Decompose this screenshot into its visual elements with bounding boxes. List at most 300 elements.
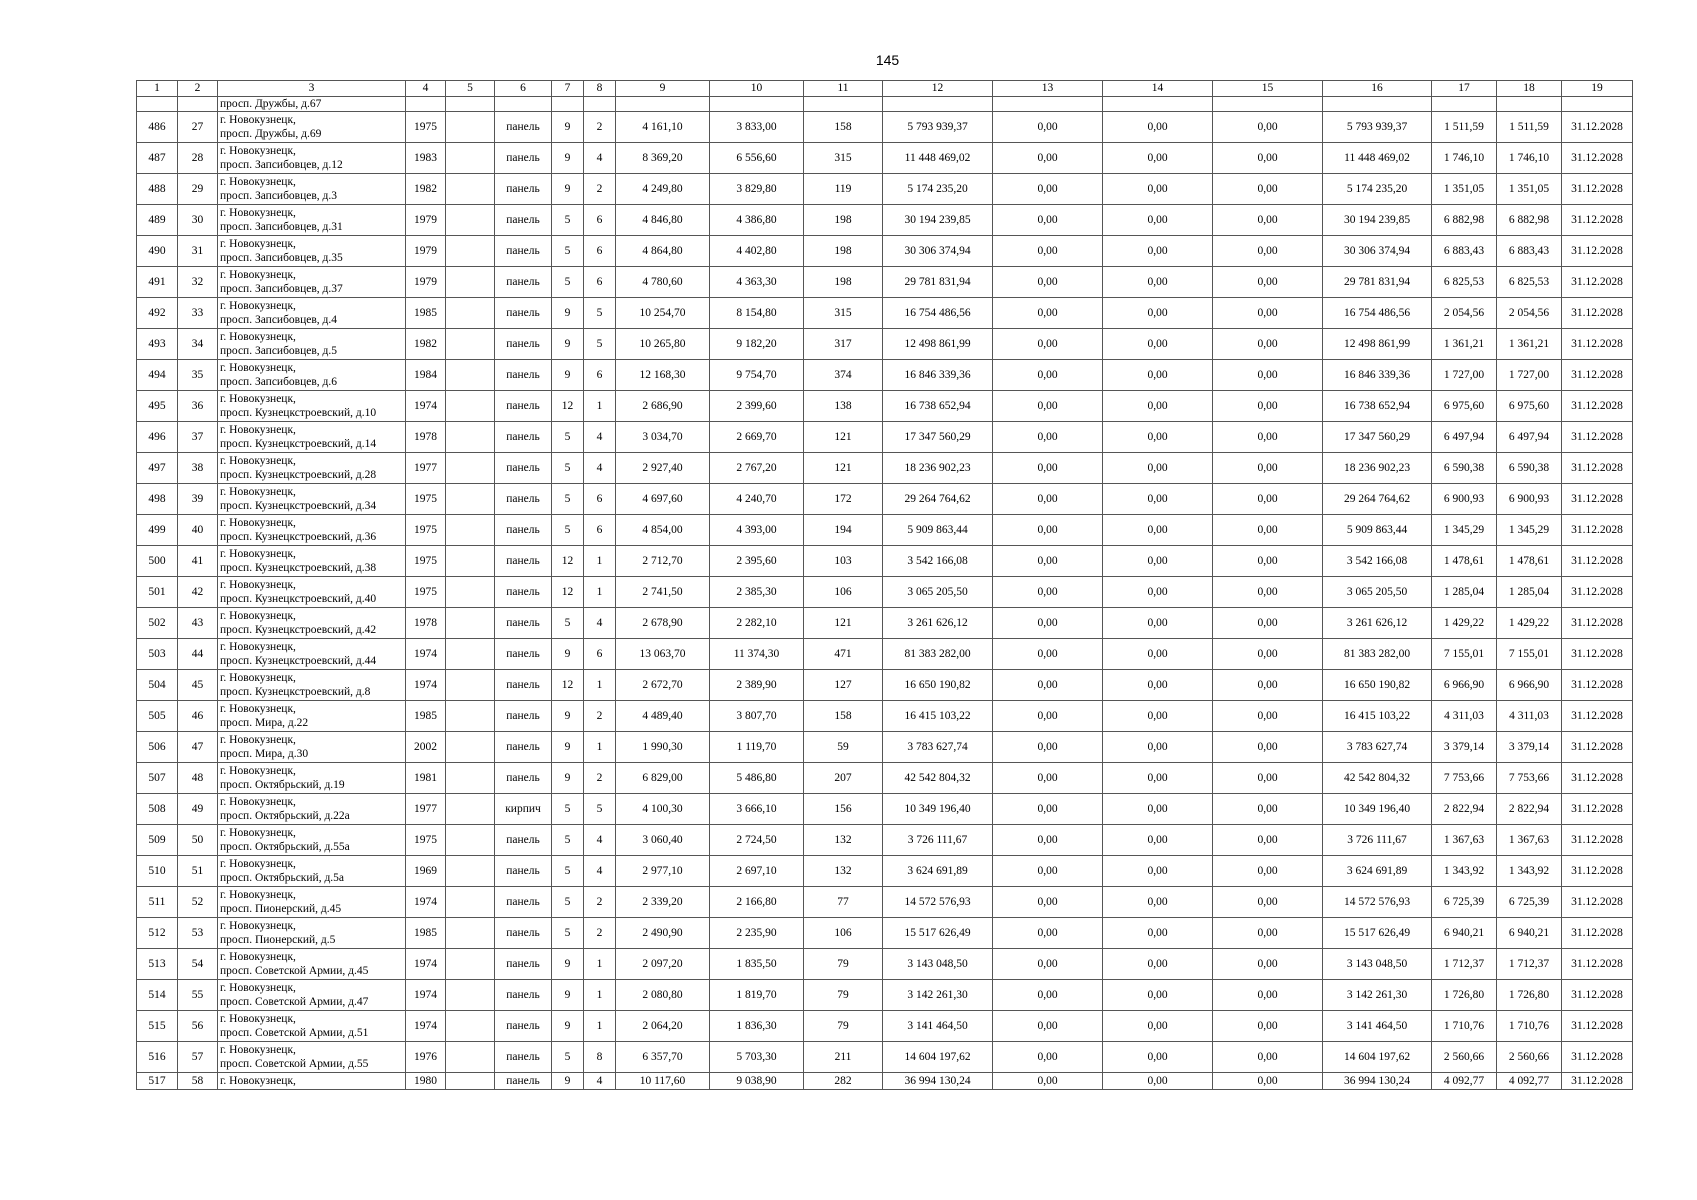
address-city: г. Новокузнецк, (220, 734, 296, 746)
cell-col-14: 0,00 (1103, 174, 1213, 205)
cell-col-6: панель (495, 360, 552, 391)
column-header-13: 13 (993, 81, 1103, 97)
cell-col-17: 1 478,61 (1432, 546, 1497, 577)
cell-col-11: 77 (804, 887, 883, 918)
address-street: просп. Запсибовцев, д.12 (220, 159, 343, 171)
cell-col-9: 2 977,10 (616, 856, 710, 887)
cell-col-9: 3 034,70 (616, 422, 710, 453)
address-city: г. Новокузнецк, (220, 951, 296, 963)
cell-col-19: 31.12.2028 (1562, 949, 1633, 980)
address-city: г. Новокузнецк, (220, 517, 296, 529)
cell-col-4: 1978 (406, 608, 446, 639)
cell-col-17: 6 883,43 (1432, 236, 1497, 267)
cell-col-11: 121 (804, 422, 883, 453)
cell-col-12: 16 415 103,22 (883, 701, 993, 732)
row-number: 517 (137, 1073, 178, 1090)
cell-col-18: 1 511,59 (1497, 112, 1562, 143)
cell-col-13: 0,00 (993, 546, 1103, 577)
cell-col-10: 2 385,30 (710, 577, 804, 608)
row-local-number: 34 (178, 329, 218, 360)
cell-col-13: 0,00 (993, 608, 1103, 639)
cell-col-8: 6 (584, 515, 616, 546)
address-cell (218, 298, 406, 329)
cell-col-7: 9 (552, 732, 584, 763)
cell-col-16: 14 572 576,93 (1323, 887, 1432, 918)
table-row (137, 949, 1633, 980)
address-city: г. Новокузнецк, (220, 486, 296, 498)
cell-col-4: 1975 (406, 577, 446, 608)
cell-col-14: 0,00 (1103, 1073, 1213, 1090)
address-street: просп. Советской Армии, д.47 (220, 996, 369, 1008)
row-number: 516 (137, 1042, 178, 1073)
cell-col-5 (446, 391, 495, 422)
cell-col-5 (446, 918, 495, 949)
row-local-number: 54 (178, 949, 218, 980)
cell-col-4: 1969 (406, 856, 446, 887)
cell-col-5 (446, 484, 495, 515)
address-street: просп. Дружбы, д.69 (220, 128, 322, 140)
cell-col-7: 9 (552, 763, 584, 794)
row-local-number: 42 (178, 577, 218, 608)
cell-col-13: 0,00 (993, 1011, 1103, 1042)
row-local-number: 35 (178, 360, 218, 391)
cell-col-4: 1978 (406, 422, 446, 453)
cell-col-10: 11 374,30 (710, 639, 804, 670)
cell-col-6: панель (495, 236, 552, 267)
address-city: г. Новокузнецк, (220, 672, 296, 684)
cell-col-4: 1981 (406, 763, 446, 794)
cell-col-7: 12 (552, 577, 584, 608)
cell-col-14: 0,00 (1103, 453, 1213, 484)
cell-col-14: 0,00 (1103, 1011, 1213, 1042)
cell-col-16: 10 349 196,40 (1323, 794, 1432, 825)
cell-col-12: 42 542 804,32 (883, 763, 993, 794)
row-local-number: 39 (178, 484, 218, 515)
cell-col-5 (446, 515, 495, 546)
address-street: просп. Советской Армии, д.55 (220, 1058, 369, 1070)
row-local-number: 44 (178, 639, 218, 670)
cell-col-10: 8 154,80 (710, 298, 804, 329)
cell-col-5 (446, 1073, 495, 1090)
cell-col-13: 0,00 (993, 453, 1103, 484)
cell-col-15: 0,00 (1213, 1011, 1323, 1042)
row-local-number: 32 (178, 267, 218, 298)
cell-col-11: 79 (804, 949, 883, 980)
address-city: г. Новокузнецк, (220, 207, 296, 219)
cell-col-5 (446, 887, 495, 918)
column-header-14: 14 (1103, 81, 1213, 97)
cell-col-11: 158 (804, 112, 883, 143)
column-header-4: 4 (406, 81, 446, 97)
cell-col-9: 2 927,40 (616, 453, 710, 484)
address-city: г. Новокузнецк, (220, 796, 296, 808)
address-street: просп. Кузнецкстроевский, д.8 (220, 686, 371, 698)
cell-col-4: 1974 (406, 887, 446, 918)
cell-col-17: 4 092,77 (1432, 1073, 1497, 1090)
cell-col-5 (446, 608, 495, 639)
table-row (137, 329, 1633, 360)
cell-col-12: 10 349 196,40 (883, 794, 993, 825)
cell-col-15: 0,00 (1213, 453, 1323, 484)
cell-col-17: 6 882,98 (1432, 205, 1497, 236)
table-row (137, 856, 1633, 887)
cell-col-8: 6 (584, 236, 616, 267)
cell-col-18: 1 726,80 (1497, 980, 1562, 1011)
cell-col-18: 1 367,63 (1497, 825, 1562, 856)
cell-col-4: 1977 (406, 453, 446, 484)
cell-col-4: 1984 (406, 360, 446, 391)
address-cell (218, 701, 406, 732)
cell-col-15: 0,00 (1213, 267, 1323, 298)
row-number: 489 (137, 205, 178, 236)
cell-col-13: 0,00 (993, 763, 1103, 794)
cell-col-15: 0,00 (1213, 143, 1323, 174)
cell-col-13: 0,00 (993, 949, 1103, 980)
cell-col-5 (446, 360, 495, 391)
cell-col-15: 0,00 (1213, 1073, 1323, 1090)
cell-col-16: 30 306 374,94 (1323, 236, 1432, 267)
cell-col-19: 31.12.2028 (1562, 608, 1633, 639)
address-city: г. Новокузнецк, (220, 1013, 296, 1025)
cell-col-19: 31.12.2028 (1562, 918, 1633, 949)
cell-col-11: 121 (804, 608, 883, 639)
table-row (137, 732, 1633, 763)
cell-col-15: 0,00 (1213, 763, 1323, 794)
address-street: просп. Пионерский, д.45 (220, 903, 342, 915)
cell-col-12: 3 141 464,50 (883, 1011, 993, 1042)
cell-col-19: 31.12.2028 (1562, 174, 1633, 205)
cell-col-5 (446, 856, 495, 887)
column-header-6: 6 (495, 81, 552, 97)
row-local-number: 48 (178, 763, 218, 794)
cell-col-11: 158 (804, 701, 883, 732)
cell-col-7: 12 (552, 546, 584, 577)
cell-col-18: 1 345,29 (1497, 515, 1562, 546)
cell-col-9: 6 829,00 (616, 763, 710, 794)
cell-col-16: 5 793 939,37 (1323, 112, 1432, 143)
address-city: г. Новокузнецк, (220, 269, 296, 281)
cell-col-19: 31.12.2028 (1562, 422, 1633, 453)
row-local-number: 36 (178, 391, 218, 422)
row-number: 514 (137, 980, 178, 1011)
cell-col-19: 31.12.2028 (1562, 794, 1633, 825)
cell-col-15: 0,00 (1213, 794, 1323, 825)
row-local-number: 30 (178, 205, 218, 236)
cell-col-8: 4 (584, 1073, 616, 1090)
cell-col-17: 1 343,92 (1432, 856, 1497, 887)
cell-col-5 (446, 112, 495, 143)
cell-col-4: 1974 (406, 980, 446, 1011)
cell-col-16: 15 517 626,49 (1323, 918, 1432, 949)
cell-col-4: 1974 (406, 639, 446, 670)
address-street: просп. Кузнецкстроевский, д.42 (220, 624, 377, 636)
row-local-number: 29 (178, 174, 218, 205)
cell-col-19: 31.12.2028 (1562, 546, 1633, 577)
row-number: 509 (137, 825, 178, 856)
cell-col-14: 0,00 (1103, 267, 1213, 298)
cell-col-14: 0,00 (1103, 577, 1213, 608)
address-street: просп. Запсибовцев, д.5 (220, 345, 338, 357)
cell-col-13: 0,00 (993, 422, 1103, 453)
cell-col-7: 5 (552, 794, 584, 825)
address-city: г. Новокузнецк, (220, 827, 296, 839)
address-street: просп. Кузнецкстроевский, д.40 (220, 593, 377, 605)
cell-col-6: панель (495, 546, 552, 577)
row-local-number: 41 (178, 546, 218, 577)
cell-col-4: 2002 (406, 732, 446, 763)
column-header-3: 3 (218, 81, 406, 97)
cell-col-15: 0,00 (1213, 236, 1323, 267)
cell-col-15: 0,00 (1213, 670, 1323, 701)
cell-col-17: 6 975,60 (1432, 391, 1497, 422)
cell-col-6: панель (495, 1042, 552, 1073)
cell-col-16: 5 909 863,44 (1323, 515, 1432, 546)
cell-col-11: 194 (804, 515, 883, 546)
address-cell (218, 422, 406, 453)
cell-col-15: 0,00 (1213, 825, 1323, 856)
address-city: г. Новокузнецк, (220, 610, 296, 622)
row-number: 515 (137, 1011, 178, 1042)
cell-col-7: 9 (552, 701, 584, 732)
cell-col-9: 4 864,80 (616, 236, 710, 267)
address-street: просп. Октябрьский, д.22а (220, 810, 350, 822)
cell-col-19: 31.12.2028 (1562, 453, 1633, 484)
cell-col-10: 1 836,30 (710, 1011, 804, 1042)
row-number: 501 (137, 577, 178, 608)
address-cell (218, 980, 406, 1011)
cell-col-8: 6 (584, 639, 616, 670)
cell-col-15: 0,00 (1213, 484, 1323, 515)
cell-col-12: 15 517 626,49 (883, 918, 993, 949)
cell-col-11: 138 (804, 391, 883, 422)
address-city: г. Новокузнецк, (220, 1044, 296, 1056)
column-header-7: 7 (552, 81, 584, 97)
cell-col-5 (446, 267, 495, 298)
cell-col-17: 1 746,10 (1432, 143, 1497, 174)
cell-col-12: 30 306 374,94 (883, 236, 993, 267)
cell-col-16: 18 236 902,23 (1323, 453, 1432, 484)
cell-col-16: 36 994 130,24 (1323, 1073, 1432, 1090)
cell-col-7: 5 (552, 453, 584, 484)
cell-col-19: 31.12.2028 (1562, 732, 1633, 763)
cell-col-6: панель (495, 267, 552, 298)
table-row (137, 701, 1633, 732)
cell-col-4: 1983 (406, 143, 446, 174)
cell-col-6: панель (495, 1073, 552, 1090)
row-local-number: 37 (178, 422, 218, 453)
cell-col-10: 9 038,90 (710, 1073, 804, 1090)
address-city: г. Новокузнецк, (220, 331, 296, 343)
cell-col-12: 3 143 048,50 (883, 949, 993, 980)
cell-col-16: 3 726 111,67 (1323, 825, 1432, 856)
cell-col-19: 31.12.2028 (1562, 236, 1633, 267)
cell-col-7: 5 (552, 205, 584, 236)
row-number: 504 (137, 670, 178, 701)
cell-col-18: 6 590,38 (1497, 453, 1562, 484)
cell-col-17: 1 351,05 (1432, 174, 1497, 205)
address-cell (218, 546, 406, 577)
cell-col-16: 17 347 560,29 (1323, 422, 1432, 453)
cell-col-14: 0,00 (1103, 205, 1213, 236)
row-local-number: 27 (178, 112, 218, 143)
address-street: просп. Октябрьский, д.5а (220, 872, 345, 884)
cell-col-10: 4 363,30 (710, 267, 804, 298)
cell-col-9: 6 357,70 (616, 1042, 710, 1073)
cell-col-13: 0,00 (993, 205, 1103, 236)
cell-col-12: 16 650 190,82 (883, 670, 993, 701)
cell-col-4: 1985 (406, 701, 446, 732)
column-header-12: 12 (883, 81, 993, 97)
cell-col-14: 0,00 (1103, 856, 1213, 887)
cell-col-15: 0,00 (1213, 329, 1323, 360)
address-city: г. Новокузнецк, (220, 393, 296, 405)
cell-col-8: 1 (584, 949, 616, 980)
cell-col-4: 1982 (406, 174, 446, 205)
address-cell (218, 1042, 406, 1073)
row-number: 490 (137, 236, 178, 267)
column-header-9: 9 (616, 81, 710, 97)
cell-col-19: 31.12.2028 (1562, 515, 1633, 546)
cell-col-5 (446, 298, 495, 329)
address-city: г. Новокузнецк, (220, 455, 296, 467)
continuation-row (137, 97, 1633, 112)
row-number: 502 (137, 608, 178, 639)
cell-col-16: 3 542 166,08 (1323, 546, 1432, 577)
cell-col-18: 2 822,94 (1497, 794, 1562, 825)
cell-col-17: 1 367,63 (1432, 825, 1497, 856)
row-number: 488 (137, 174, 178, 205)
cell-col-5 (446, 732, 495, 763)
cell-col-12: 12 498 861,99 (883, 329, 993, 360)
table-row (137, 608, 1633, 639)
address-cell (218, 391, 406, 422)
cell-col-5 (446, 453, 495, 484)
table-row (137, 453, 1633, 484)
cell-col-13: 0,00 (993, 267, 1103, 298)
cell-col-18: 4 092,77 (1497, 1073, 1562, 1090)
row-number: 496 (137, 422, 178, 453)
row-number: 513 (137, 949, 178, 980)
address-city: г. Новокузнецк, (220, 300, 296, 312)
cell-col-4: 1975 (406, 546, 446, 577)
cell-col-12: 5 909 863,44 (883, 515, 993, 546)
cell-col-18: 1 712,37 (1497, 949, 1562, 980)
cell-col-17: 7 155,01 (1432, 639, 1497, 670)
table-row (137, 298, 1633, 329)
cell-col-14: 0,00 (1103, 825, 1213, 856)
cell-col-4: 1979 (406, 205, 446, 236)
cell-col-4: 1975 (406, 484, 446, 515)
cell-col-12: 81 383 282,00 (883, 639, 993, 670)
cell-col-9: 4 100,30 (616, 794, 710, 825)
cell-col-17: 3 379,14 (1432, 732, 1497, 763)
cell-col-17: 4 311,03 (1432, 701, 1497, 732)
cell-col-7: 5 (552, 608, 584, 639)
column-header-1: 1 (137, 81, 178, 97)
cell-col-4: 1974 (406, 949, 446, 980)
address-street: просп. Октябрьский, д.55а (220, 841, 350, 853)
cell-col-5 (446, 639, 495, 670)
cell-col-15: 0,00 (1213, 639, 1323, 670)
cell-col-9: 13 063,70 (616, 639, 710, 670)
row-number: 498 (137, 484, 178, 515)
row-local-number: 50 (178, 825, 218, 856)
address-street: просп. Кузнецкстроевский, д.36 (220, 531, 377, 543)
cell-col-9: 4 161,10 (616, 112, 710, 143)
row-local-number: 53 (178, 918, 218, 949)
cell-col-17: 2 560,66 (1432, 1042, 1497, 1073)
cell-col-10: 2 697,10 (710, 856, 804, 887)
cell-col-7: 5 (552, 267, 584, 298)
cell-col-19: 31.12.2028 (1562, 825, 1633, 856)
cell-col-5 (446, 701, 495, 732)
cell-col-14: 0,00 (1103, 794, 1213, 825)
cell-col-6: панель (495, 484, 552, 515)
cell-col-17: 1 361,21 (1432, 329, 1497, 360)
cell-col-10: 2 395,60 (710, 546, 804, 577)
cell-col-11: 106 (804, 577, 883, 608)
row-number: 494 (137, 360, 178, 391)
cell-col-4: 1975 (406, 515, 446, 546)
address-cell (218, 949, 406, 980)
cell-col-18: 1 746,10 (1497, 143, 1562, 174)
cell-col-16: 16 738 652,94 (1323, 391, 1432, 422)
cell-col-17: 6 900,93 (1432, 484, 1497, 515)
cell-col-7: 9 (552, 1011, 584, 1042)
cell-col-6: панель (495, 856, 552, 887)
row-local-number: 49 (178, 794, 218, 825)
cell-col-9: 4 249,80 (616, 174, 710, 205)
address-street: просп. Запсибовцев, д.35 (220, 252, 343, 264)
cell-col-11: 315 (804, 143, 883, 174)
address-street: просп. Мира, д.30 (220, 748, 309, 760)
column-header-15: 15 (1213, 81, 1323, 97)
cell-col-13: 0,00 (993, 391, 1103, 422)
cell-col-9: 1 990,30 (616, 732, 710, 763)
table-row (137, 546, 1633, 577)
cell-col-7: 9 (552, 1073, 584, 1090)
cell-col-18: 3 379,14 (1497, 732, 1562, 763)
address-cell (218, 112, 406, 143)
row-number: 503 (137, 639, 178, 670)
address-cell (218, 453, 406, 484)
address-street: просп. Запсибовцев, д.31 (220, 221, 343, 233)
cell-col-4: 1985 (406, 918, 446, 949)
row-number: 491 (137, 267, 178, 298)
cell-col-18: 1 343,92 (1497, 856, 1562, 887)
cell-col-8: 5 (584, 329, 616, 360)
cell-col-10: 9 182,20 (710, 329, 804, 360)
cell-col-7: 5 (552, 825, 584, 856)
cell-col-13: 0,00 (993, 174, 1103, 205)
cell-col-12: 14 572 576,93 (883, 887, 993, 918)
address-cell (218, 608, 406, 639)
cell-col-11: 198 (804, 236, 883, 267)
cell-col-16: 16 846 339,36 (1323, 360, 1432, 391)
cell-col-8: 2 (584, 918, 616, 949)
cell-col-12: 5 793 939,37 (883, 112, 993, 143)
cell-col-7: 9 (552, 298, 584, 329)
cell-col-8: 4 (584, 825, 616, 856)
cell-col-15: 0,00 (1213, 422, 1323, 453)
cell-col-10: 5 703,30 (710, 1042, 804, 1073)
cell-col-15: 0,00 (1213, 205, 1323, 236)
cell-col-10: 2 399,60 (710, 391, 804, 422)
cell-col-15: 0,00 (1213, 112, 1323, 143)
column-header-16: 16 (1323, 81, 1432, 97)
column-header-5: 5 (446, 81, 495, 97)
cell-col-4: 1974 (406, 391, 446, 422)
